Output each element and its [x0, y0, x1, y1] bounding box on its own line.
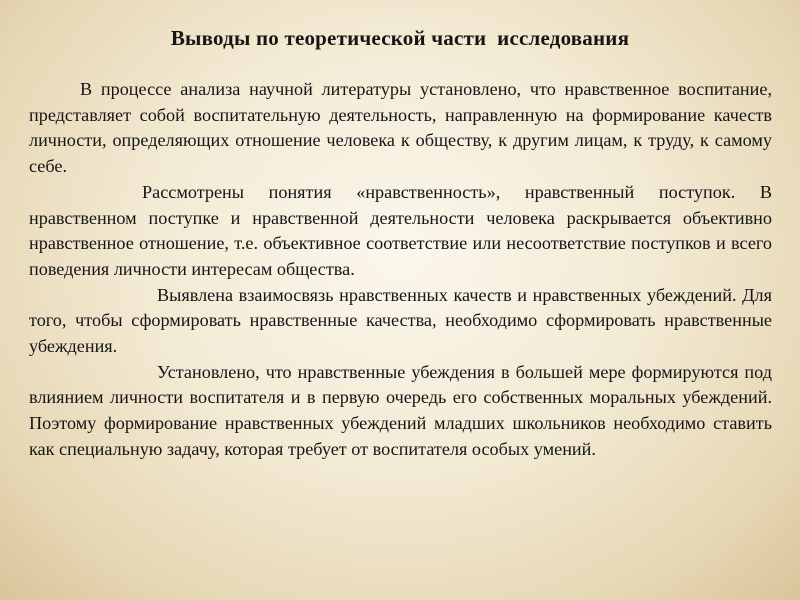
slide-body — [29, 77, 772, 463]
paragraph-relationship: Выявлена взаимосвязь нравственных качеств и нравственных убеждений. Для того, чтобы сформировать нравственные качества, необходимо сформировать нравственные убеждения. — [29, 284, 772, 357]
paragraph-conclusion: Установлено, что нравственные убеждения в большей мере формируются под влиянием личности воспитателя и в первую очередь его собственных моральных убеждений. Поэтому формирование нравственных убеждений младших школьников необходимо ставить как специальную задачу, которая требует от воспитателя особых умений. — [29, 361, 772, 459]
slide-title: Выводы по теоретической части исследования — [170, 26, 630, 50]
paragraph-analysis: В процессе анализа научной литературы установлено, что нравственное воспитание, представляет собой воспитательную деятельность, направленную на формирование качеств личности, определяющих отношение человека к обществу, к другим лицам, к труду, к самому себе. — [29, 79, 772, 177]
paragraph-concepts: Рассмотрены понятия «нравственность», нравственный поступок. В нравственном поступке и нравственной деятельности человека раскрывается объективно нравственное отношение, т.е. объективное соответствие или несоответствие поступков и всего поведения личности интересам общества. — [29, 181, 772, 279]
